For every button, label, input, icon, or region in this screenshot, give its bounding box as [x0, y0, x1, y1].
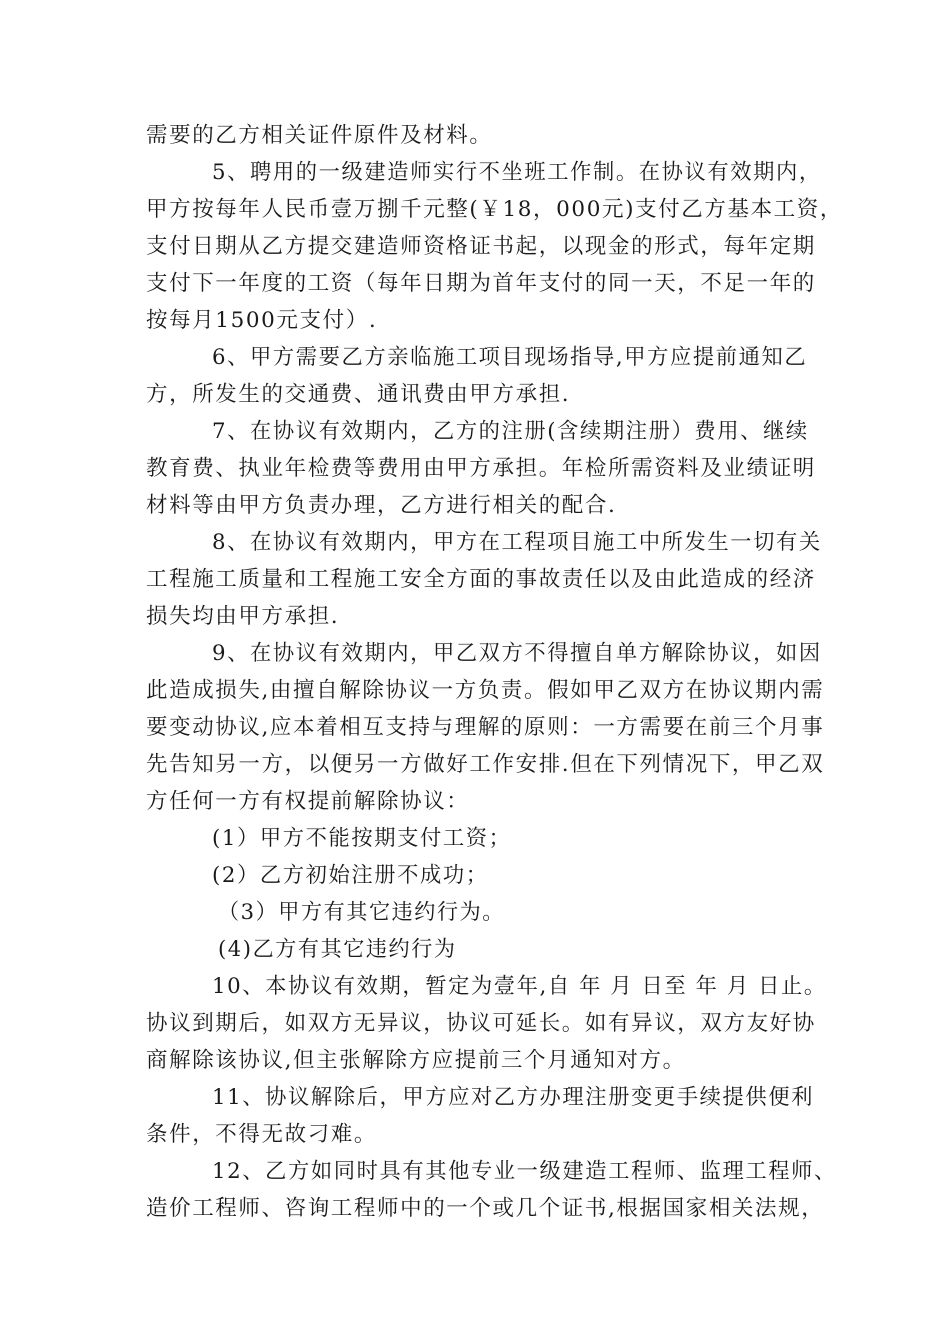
- clause-12-line: 12、乙方如同时具有其他专业一级建造工程师、监理工程师、: [212, 1159, 837, 1184]
- text-line: 条件，不得无故刁难。: [146, 1122, 378, 1147]
- text-line: 方任何一方有权提前解除协议：: [146, 789, 470, 814]
- text-line: 要变动协议,应本着相互支持与理解的原则：一方需要在前三个月事: [146, 715, 825, 740]
- clause-9-line: 9、在协议有效期内，甲乙双方不得擅自单方解除协议，如因: [212, 641, 822, 666]
- text-line: 方，所发生的交通费、通讯费由甲方承担.: [146, 382, 571, 407]
- list-item-1: (1）甲方不能按期支付工资；: [212, 826, 512, 851]
- text-line: 甲方按每年人民币壹万捌千元整(￥18，000元)支付乙方基本工资，: [146, 197, 843, 222]
- text-line: 材料等由甲方负责办理，乙方进行相关的配合.: [146, 493, 617, 518]
- clause-5-line: 5、聘用的一级建造师实行不坐班工作制。在协议有效期内，: [212, 160, 822, 185]
- clause-10-line: 10、本协议有效期，暂定为壹年,自 年 月 日至 年 月 日止。: [212, 974, 827, 999]
- text-line: 支付日期从乙方提交建造师资格证书起，以现金的形式，每年定期: [146, 234, 816, 259]
- text-line: 先告知另一方，以便另一方做好工作安排.但在下列情况下，甲乙双: [146, 752, 825, 777]
- text-line: 损失均由甲方承担.: [146, 604, 340, 629]
- text-line: 教育费、执业年检费等费用由甲方承担。年检所需资料及业绩证明: [146, 456, 816, 481]
- list-item-4: (4)乙方有其它违约行为: [218, 937, 457, 962]
- list-item-3: （3）甲方有其它违约行为。: [218, 900, 505, 925]
- text-line: 商解除该协议,但主张解除方应提前三个月通知对方。: [146, 1048, 686, 1073]
- clause-6-line: 6、甲方需要乙方亲临施工项目现场指导,甲方应提前通知乙: [212, 345, 808, 370]
- text-line: 工程施工质量和工程施工安全方面的事故责任以及由此造成的经济: [146, 567, 816, 592]
- clause-11-line: 11、协议解除后，甲方应对乙方办理注册变更手续提供便利: [212, 1085, 814, 1110]
- text-line: 造价工程师、咨询工程师中的一个或几个证书,根据国家相关法规，: [146, 1196, 825, 1221]
- clause-8-line: 8、在协议有效期内，甲方在工程项目施工中所发生一切有关: [212, 530, 822, 555]
- text-line: 支付下一年度的工资（每年日期为首年支付的同一天，不足一年的: [146, 271, 816, 296]
- text-line: 此造成损失,由擅自解除协议一方负责。假如甲乙双方在协议期内需: [146, 678, 825, 703]
- text-line: 协议到期后，如双方无异议，协议可延长。如有异议，双方友好协: [146, 1011, 816, 1036]
- clause-7-line: 7、在协议有效期内，乙方的注册(含续期注册）费用、继续: [212, 419, 809, 444]
- list-item-2: (2）乙方初始注册不成功；: [212, 863, 489, 888]
- text-line: 按每月1500元支付）.: [146, 308, 378, 333]
- text-line: 需要的乙方相关证件原件及材料。: [146, 123, 493, 148]
